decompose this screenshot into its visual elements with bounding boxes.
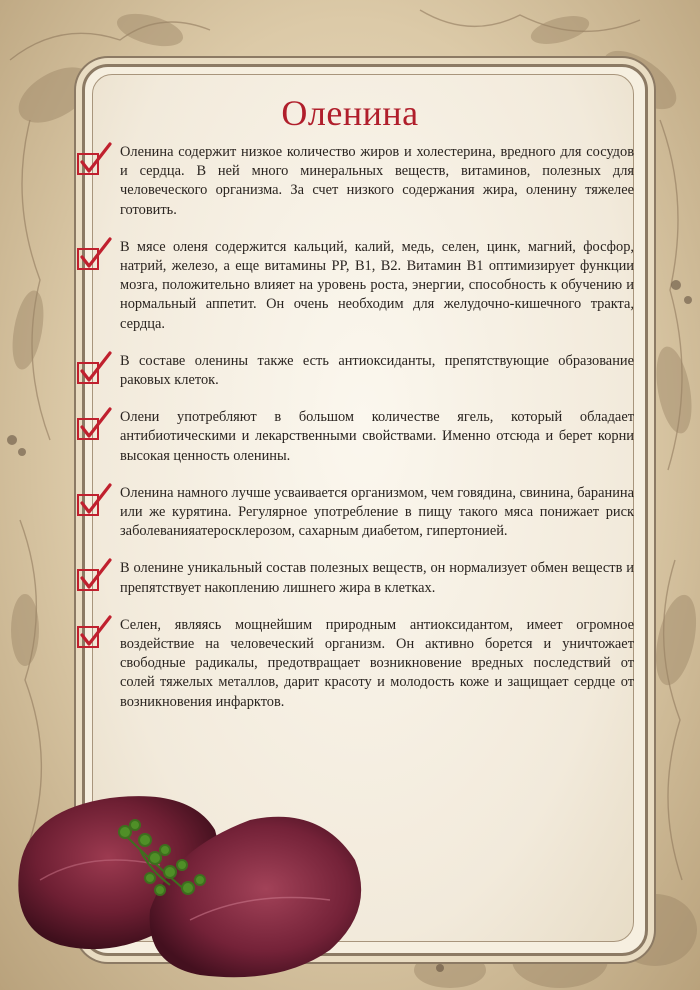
list-item-text: Оленина намного лучше усваивается организмом, чем говядина, свинина, баранина или же курятина. Регулярное употребление в пищу такого мяса понижает риск заболеванияатеросклерозом, сахарным диабетом, гипертонией.: [120, 484, 634, 540]
list-item-text: Оленина содержит низкое количество жиров и холестерина, вредного для сосудов и сердца. В ней много минеральных веществ, витаминов, полезных для человеческого организма. За счет низкого содержания жира, оленину тяжелее готовить.: [120, 144, 634, 218]
list-item-text: Селен, являясь мощнейшим природным антиоксидантом, имеет огромное воздействие на человеческий организм. Он активно борется и уничтожает свободные радикалы, предотвращает возникновение вредных последствий от солей тяжелых металлов, дарит красоту и молодость коже и защищает сердце от возникновения инфарктов.: [120, 616, 634, 710]
list-item-text: В мясе оленя содержится кальций, калий, медь, селен, цинк, магний, фосфор, натрий, железо, а еще витамины PP, В1, В2. Витамин В1 оптимизирует функции мозга, положительно влияет на уровень роста, энергии, способность к обучению и нормальный аппетит. Он очень необходим для желудочно-кишечного тракта, сердца.: [120, 238, 634, 332]
list-item: [74, 408, 634, 466]
venison-meat-illustration: [0, 770, 380, 990]
checkmark-icon: [74, 556, 114, 596]
checkmark-icon: [74, 405, 114, 445]
list-item-text: В составе оленины также есть антиоксиданты, препятствующие образование раковых клеток.: [120, 352, 634, 389]
checkmark-icon: [74, 349, 114, 389]
list-item: [74, 616, 634, 712]
page-title: Оленина: [281, 93, 419, 133]
checkmark-icon: [74, 140, 114, 180]
list-item-text: Олени употребляют в большом количестве ягель, который обладает антибиотическими и лекарственными свойствами. Именно отсюда и берет корни высокая ценность оленины.: [120, 409, 634, 464]
list-item-text: В оленине уникальный состав полезных веществ, он нормализует обмен веществ и препятствует накоплению лишнего жира в клетках.: [120, 560, 634, 596]
list-item: [74, 238, 634, 334]
list-item: [74, 143, 634, 220]
list-item: [74, 484, 634, 542]
facts-list: [74, 143, 634, 730]
checkmark-icon: [74, 481, 114, 521]
list-item: [74, 559, 634, 597]
checkmark-icon: [74, 235, 114, 275]
checkmark-icon: [74, 613, 114, 653]
list-item: [74, 352, 634, 390]
